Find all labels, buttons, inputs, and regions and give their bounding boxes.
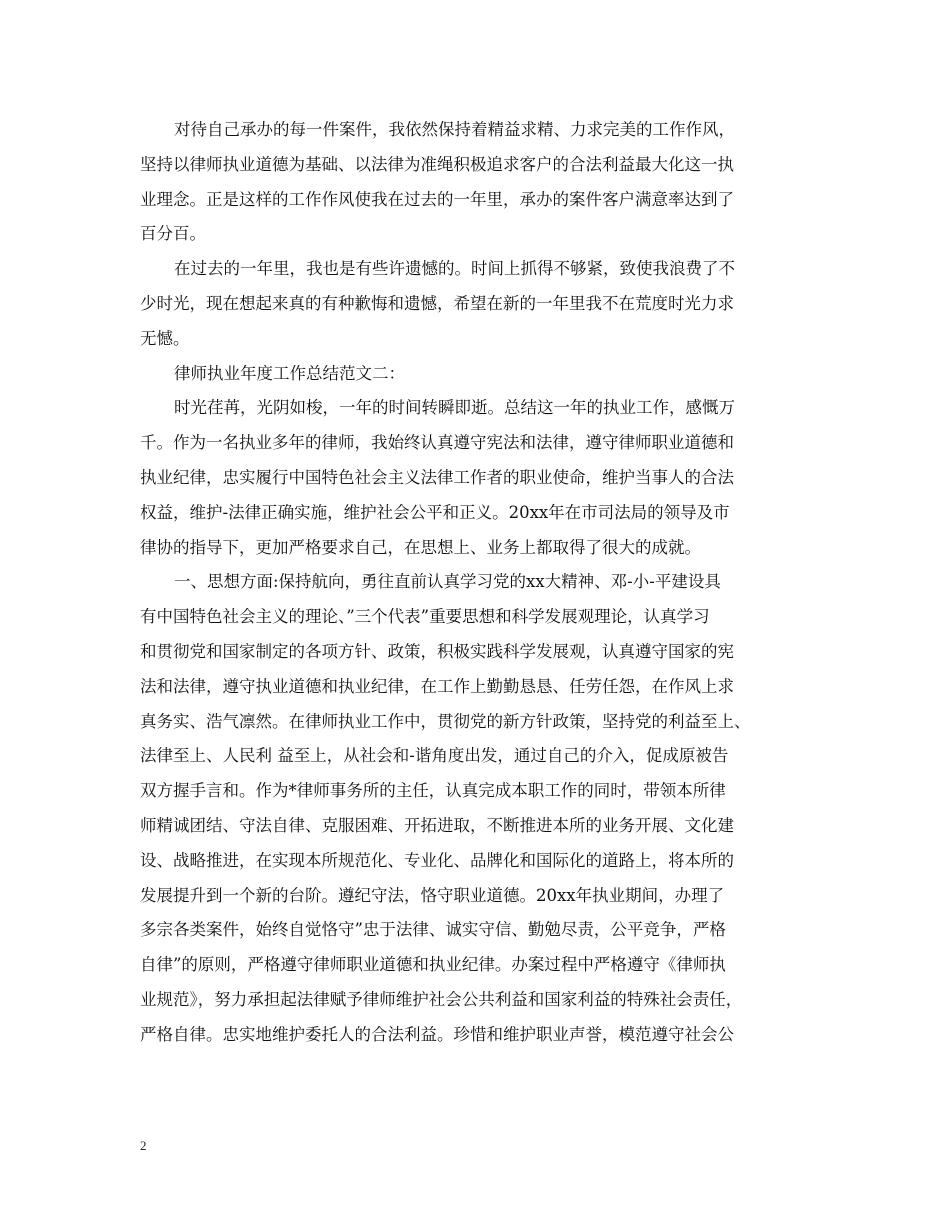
paragraph-line: 业规范》，努力承担起法律赋予律师维护社会公共利益和国家利益的特殊社会责任，	[140, 989, 743, 1009]
paragraph-line: 坚持以律师执业道德为基础、以法律为准绳积极追求客户的合法利益最大化这一执	[140, 154, 734, 174]
paragraph-line: 少时光，现在想起来真的有种歉悔和遗憾，希望在新的一年里我不在荒度时光力求	[140, 293, 734, 313]
paragraph-line: 百分百。	[140, 224, 206, 244]
paragraph-line: 千。作为一名执业多年的律师，我始终认真遵守宪法和法律，遵守律师职业道德和	[140, 433, 734, 453]
paragraph-line: 自律”的原则，严格遵守律师职业道德和执业纪律。办案过程中严格遵守《律师执	[140, 955, 726, 975]
document-body	[140, 113, 820, 1053]
paragraph-line: 师精诚团结、守法自律、克服困难、开拓进取，不断推进本所的业务开展、文化建	[140, 815, 734, 835]
page-number: 2	[140, 1138, 147, 1153]
paragraph-line: 严格自律。忠实地维护委托人的合法利益。珍惜和维护职业声誉，模范遵守社会公	[140, 1024, 734, 1044]
paragraph-line: 发展提升到一个新的台阶。遵纪守法，恪守职业道德。20xx年执业期间，办理了	[140, 885, 725, 905]
paragraph-line: 对待自己承办的每一件案件，我依然保持着精益求精、力求完美的工作作风，	[174, 120, 735, 139]
paragraph-line: 法律至上、人民利 益至上，从社会和-谐角度出发，通过自己的介入，促成原被告	[140, 746, 729, 766]
paragraph-line: 无憾。	[140, 328, 190, 348]
section-heading: 律师执业年度工作总结范文二：	[174, 363, 405, 383]
paragraph-line: 一、思想方面:保持航向，勇往直前认真学习党的xx大精神、邓-小-平建设具	[174, 572, 721, 592]
paragraph-line: 权益，维护-法律正确实施，维护社会公平和正义。20xx年在市司法局的领导及市	[140, 502, 730, 522]
paragraph-line: 有中国特色社会主义的理论、”三个代表”重要思想和科学发展观理论，认真学习	[140, 607, 710, 627]
paragraph-line: 法和法律，遵守执业道德和执业纪律，在工作上勤勤恳恳、任劳任怨，在作风上求	[140, 676, 734, 696]
paragraph-line: 执业纪律，忠实履行中国特色社会主义法律工作者的职业使命，维护当事人的合法	[140, 467, 734, 487]
paragraph-line: 多宗各类案件，始终自觉恪守”忠于法律、诚实守信、勤勉尽责，公平竞争，严格	[140, 920, 726, 940]
paragraph-line: 律协的指导下，更加严格要求自己，在思想上、业务上都取得了很大的成就。	[140, 537, 701, 557]
paragraph-line: 和贯彻党和国家制定的各项方针、政策，积极实践科学发展观，认真遵守国家的宪	[140, 641, 734, 661]
paragraph-line: 在过去的一年里，我也是有些许遗憾的。时间上抓得不够紧，致使我浪费了不	[174, 259, 735, 279]
paragraph-line: 真务实、浩气凛然。在律师执业工作中，贯彻党的新方针政策，坚持党的利益至上、	[140, 711, 751, 731]
paragraph-line: 双方握手言和。作为*律师事务所的主任，认真完成本职工作的同时，带领本所律	[140, 781, 726, 801]
paragraph-line: 业理念。正是这样的工作作风使我在过去的一年里，承办的案件客户满意率达到了	[140, 189, 734, 209]
paragraph-line: 设、战略推进，在实现本所规范化、专业化、品牌化和国际化的道路上，将本所的	[140, 850, 734, 870]
paragraph-line: 时光荏苒，光阴如梭，一年的时间转瞬即逝。总结这一年的执业工作，感慨万	[174, 398, 735, 418]
